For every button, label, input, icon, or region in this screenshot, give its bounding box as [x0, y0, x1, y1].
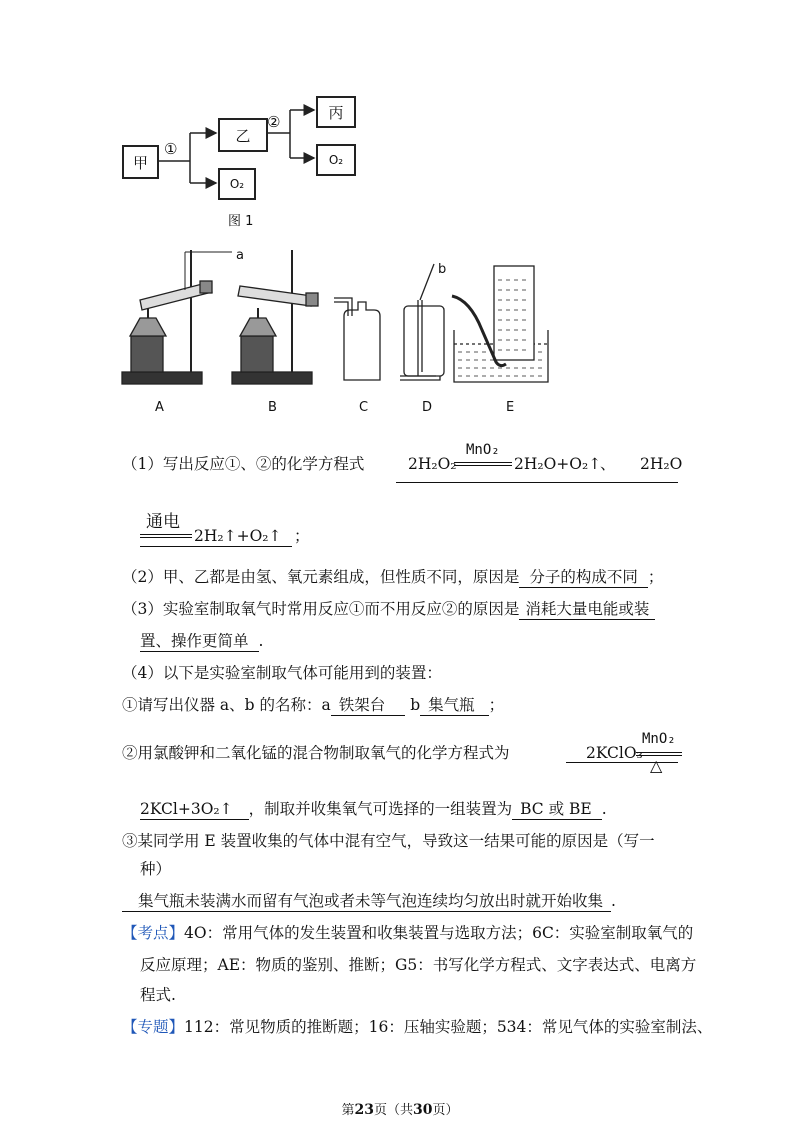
kaodian-tag: 【考点】 [122, 924, 185, 942]
apparatus-e [452, 266, 548, 382]
apparatus-label-a: A [155, 400, 164, 415]
footer-mid: 页（共 [373, 1103, 413, 1118]
step-1-label: ① [164, 140, 178, 158]
q1-eq1-products: 2H₂O+O₂↑ [514, 455, 602, 473]
q4-part2-reactant: 2KClO₃ [586, 744, 643, 762]
question-2 [122, 567, 663, 588]
apparatus-label-b: B [268, 400, 277, 415]
apparatus-drawing [0, 240, 800, 415]
q2-end: ； [647, 568, 664, 586]
q4-part2-answer: BC 或 BE [512, 799, 602, 820]
q4-part2-end: . [601, 800, 607, 818]
apparatus-d [400, 262, 447, 380]
node-o2-second: O₂ [316, 144, 356, 176]
footer-post: 页） [432, 1103, 459, 1118]
q1-end: ； [294, 527, 310, 545]
node-bing: 丙 [316, 96, 356, 128]
q4-part1-end: ； [488, 696, 505, 714]
q4-part3-line2: 种） [140, 860, 172, 878]
page-footer [0, 1099, 800, 1118]
q4-part2-line2 [140, 799, 607, 820]
q4-part3-answer-line [122, 891, 616, 912]
q1-eq1-condition: MnO₂ [466, 442, 500, 458]
q1-eq1-equals [454, 462, 512, 466]
apparatus-label-c: C [359, 400, 369, 415]
node-jia: 甲 [122, 145, 159, 179]
zhuanti-section [122, 1017, 712, 1037]
apparatus-label-d: D [422, 400, 433, 415]
footer-page-number: 23 [354, 1102, 374, 1118]
kaodian-line2: 反应原理；AE：物质的鉴别、推断；G5：书写化学方程式、文字表达式、电离方 [140, 956, 697, 974]
zhuanti-tag: 【专题】 [122, 1018, 185, 1036]
q4-part3-end: . [611, 892, 616, 910]
question-3-line2 [140, 631, 263, 652]
q4-part3-answer: 集气瓶未装满水而留有气泡或者未等气泡连续均匀放出时就开始收集 [122, 891, 611, 912]
q1-separator: 、 [600, 455, 616, 473]
q4-answer-a: 铁架台 [331, 695, 406, 716]
flow-arrows [0, 0, 800, 240]
figure-1-caption: 图 1 [228, 214, 254, 229]
apparatus-a [122, 250, 232, 384]
label-a: a [236, 248, 244, 263]
node-o2-first: O₂ [218, 168, 256, 200]
q1-eq2-condition: 通电 [146, 512, 180, 532]
label-b: b [438, 262, 447, 277]
q4-part1-prefix: ①请写出仪器 a、b 的名称：a [122, 696, 331, 714]
q1-eq2-reactant: 2H₂O [640, 455, 683, 473]
kaodian-line1 [122, 923, 693, 943]
q4-part1-b-label: b [410, 696, 421, 714]
q3-answer-part1: 消耗大量电能或装 [519, 599, 655, 620]
q4-part3-line1: ③某同学用 E 装置收集的气体中混有空气，导致这一结果可能的原因是（写一 [122, 832, 655, 850]
q4-part2-cond-bottom: △ [650, 756, 663, 775]
zhuanti-text1: 112：常见物质的推断题；16：压轴实验题；534：常见气体的实验室制法、 [184, 1018, 713, 1036]
apparatus-b [232, 250, 318, 384]
q1-eq1-reactant: 2H₂O₂ [408, 455, 457, 473]
q4-part2-cond-top: MnO₂ [642, 731, 676, 747]
q2-answer: 分子的构成不同 [519, 567, 648, 588]
q4-part2-prefix: ②用氯酸钾和二氧化锰的混合物制取氧气的化学方程式为 [122, 744, 510, 762]
question-3-line1 [122, 599, 655, 620]
apparatus-c [334, 298, 380, 380]
kaodian-line3: 程式. [140, 986, 176, 1004]
apparatus-label-e: E [506, 400, 515, 415]
footer-pre: 第 [341, 1103, 355, 1118]
q1-prefix: （1）写出反应①、②的化学方程式 [122, 455, 365, 473]
kaodian-text1: 4O：常用气体的发生装置和收集装置与选取方法；6C：实验室制取氧气的 [184, 924, 694, 942]
step-2-label: ② [267, 113, 281, 131]
q4-part1 [122, 695, 504, 716]
footer-total-pages: 30 [413, 1102, 433, 1118]
node-yi: 乙 [218, 118, 268, 152]
q4-part2-products: 2KCl+3O₂↑ [140, 799, 249, 820]
q3-answer-part2: 置、操作更简单 [140, 631, 259, 652]
q3-end: . [258, 632, 264, 650]
q4-answer-b: 集气瓶 [420, 695, 489, 716]
q3-prefix: （3）实验室制取氧气时常用反应①而不用反应②的原因是 [122, 600, 520, 618]
q1-eq2-products: 2H₂↑+O₂↑ [194, 527, 282, 545]
q4-part2-mid: ，制取并收集氧气可选择的一组装置为 [248, 800, 513, 818]
q4-intro: （4）以下是实验室制取气体可能用到的装置： [122, 664, 442, 682]
q2-prefix: （2）甲、乙都是由氢、氧元素组成，但性质不同，原因是 [122, 568, 520, 586]
